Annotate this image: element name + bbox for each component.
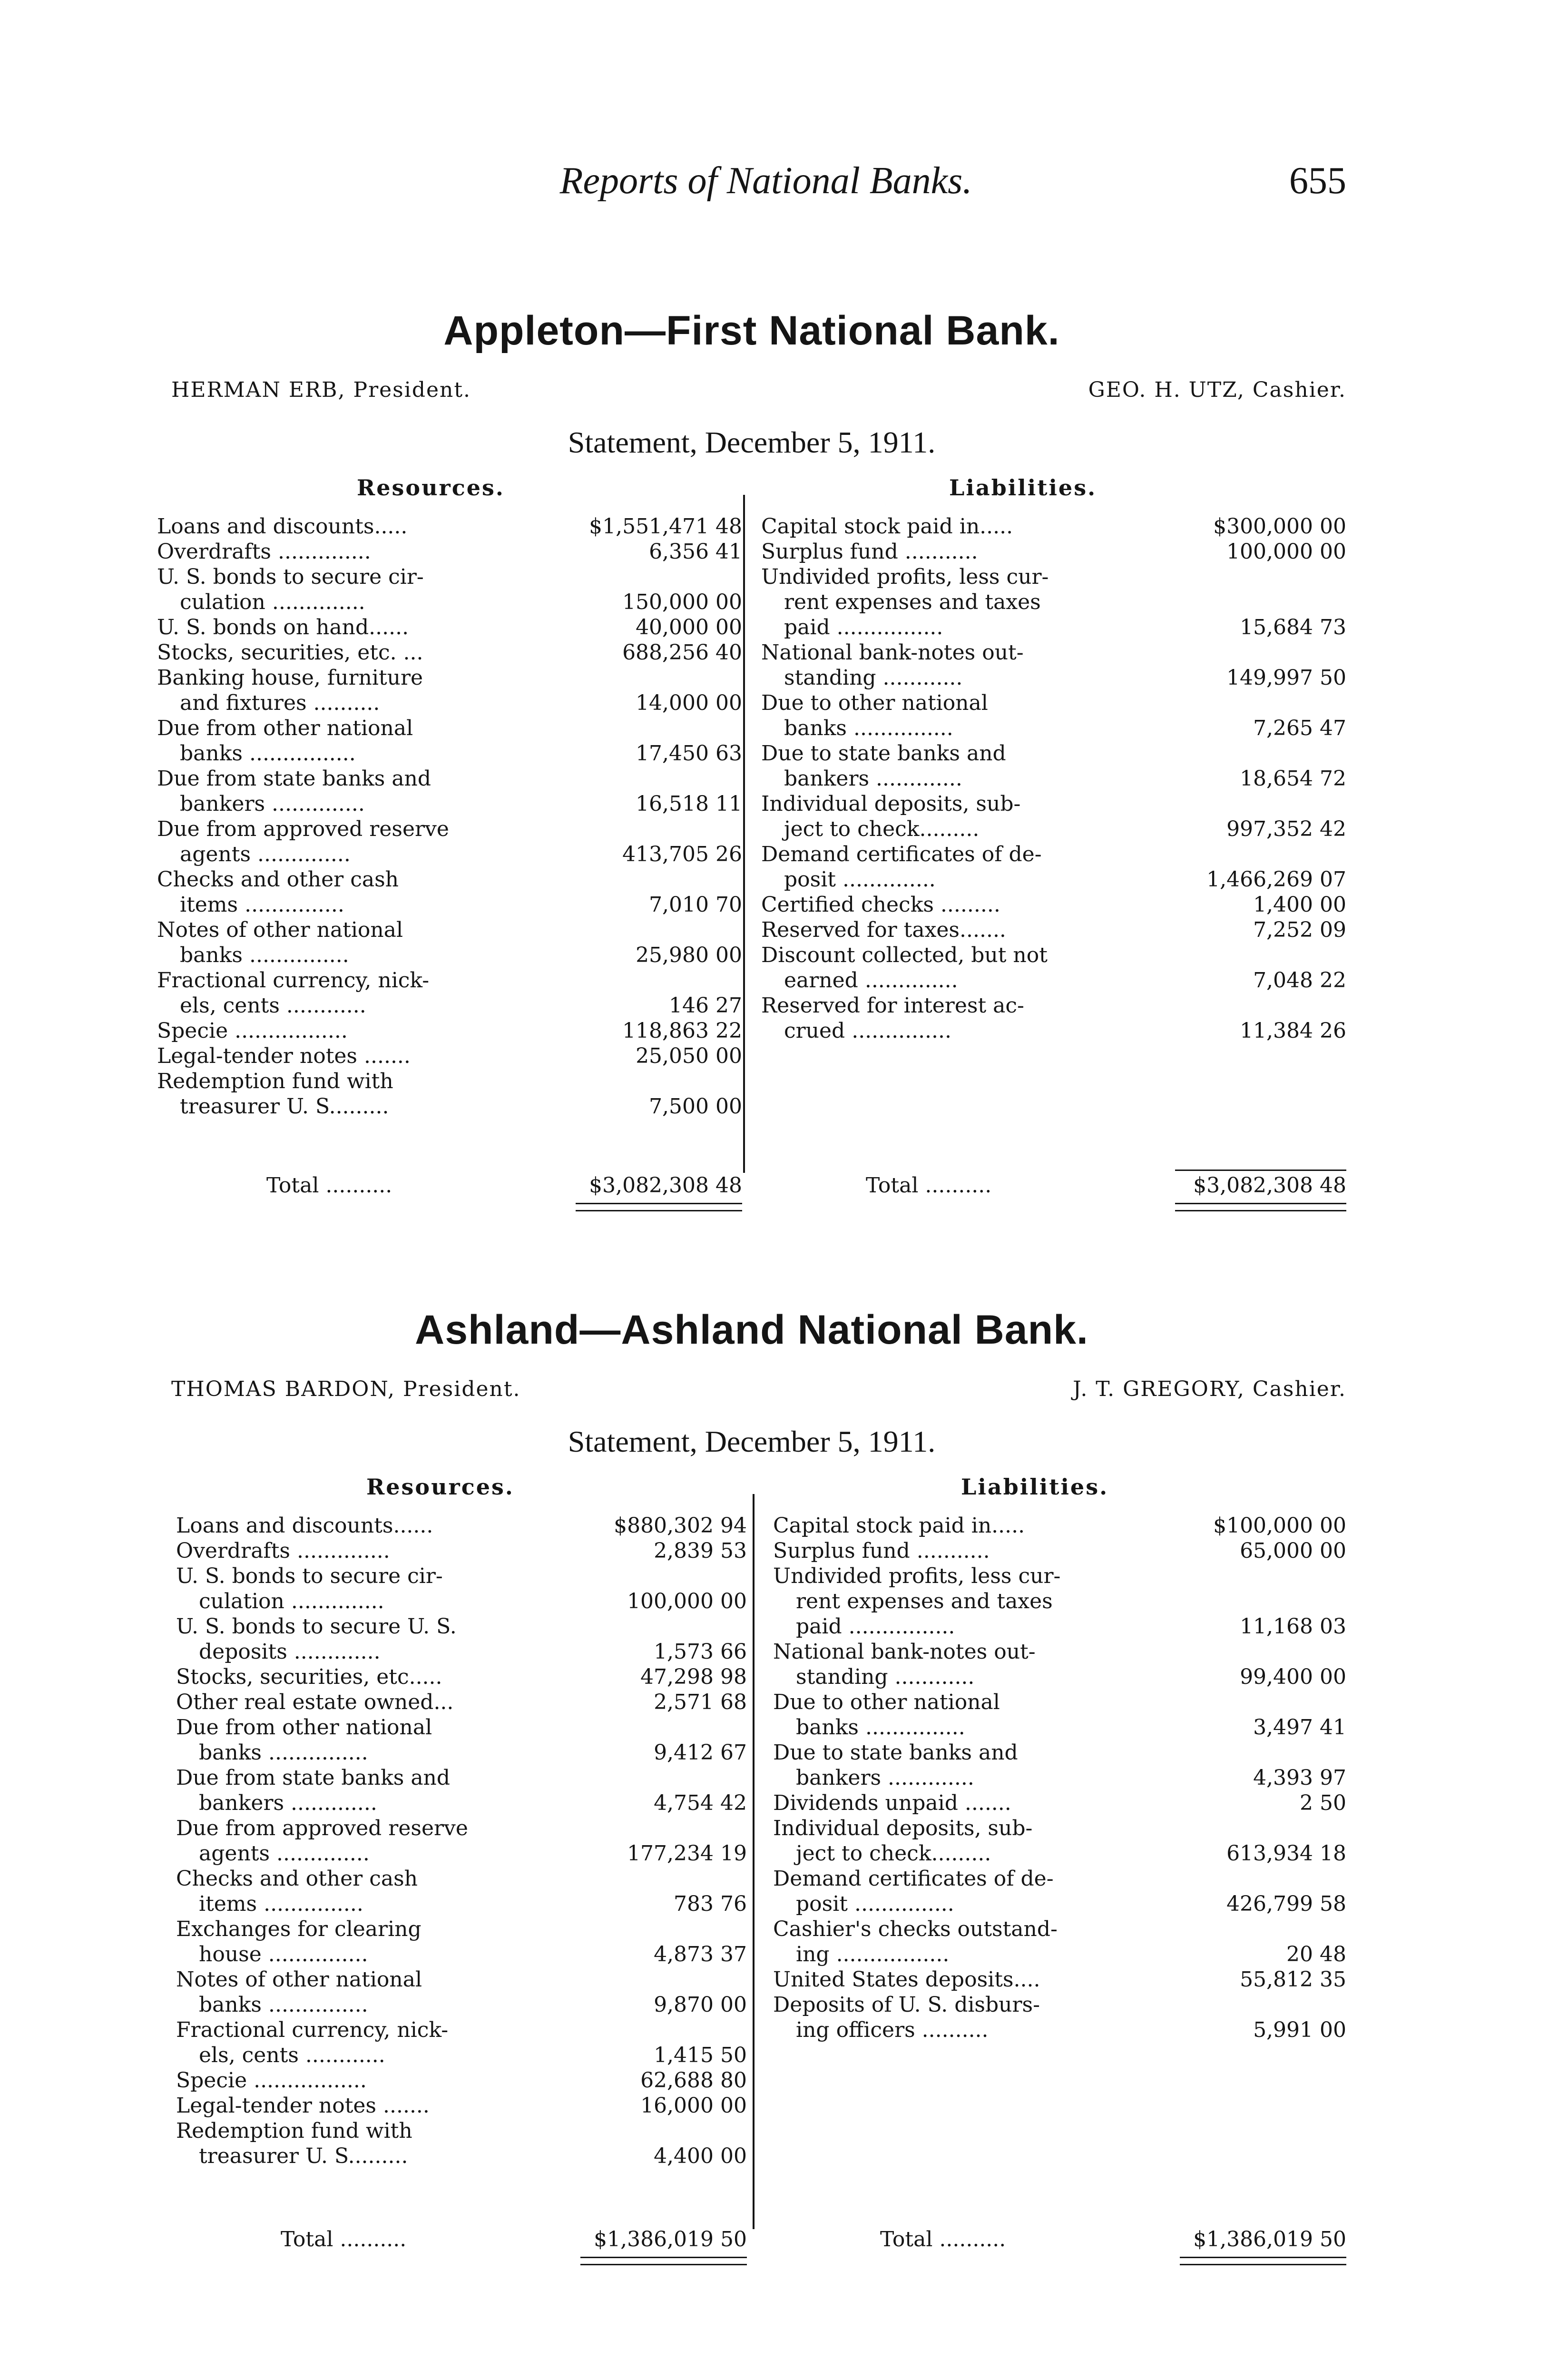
running-header (0, 157, 1568, 214)
line-amount: 7,048 22 (1253, 968, 1346, 993)
line-amount: $300,000 00 (1213, 514, 1346, 539)
resource-line (157, 590, 742, 615)
line-label: bankers ............. (199, 1791, 377, 1815)
liability-line (773, 1614, 1346, 1639)
line-label: Specie ................. (157, 1019, 348, 1043)
line-label: banks ............... (784, 716, 953, 740)
line-label: Fractional currency, nick- (157, 968, 430, 993)
line-amount: 1,400 00 (1253, 893, 1346, 917)
line-amount: 146 27 (669, 993, 742, 1018)
liability-line (773, 1917, 1346, 1942)
line-label: U. S. bonds on hand...... (157, 615, 409, 639)
line-amount: 783 76 (674, 1892, 747, 1916)
line-label: Notes of other national (157, 918, 403, 942)
liabilities-heading: Liabilities. (961, 1474, 1109, 1500)
line-amount: 4,400 00 (654, 2144, 747, 2168)
liability-line (761, 741, 1346, 766)
bank-cashier: GEO. H. UTZ, Cashier. (1088, 378, 1346, 402)
line-amount: 11,168 03 (1240, 1614, 1346, 1639)
liability-line (761, 590, 1346, 615)
line-amount: 688,256 40 (622, 640, 742, 665)
line-amount: 62,688 80 (640, 2068, 747, 2093)
line-label: Specie ................. (176, 2068, 367, 2093)
line-amount: 426,799 58 (1226, 1892, 1346, 1916)
line-label: Banking house, furniture (157, 666, 423, 690)
resource-line (176, 1589, 747, 1614)
resource-line (157, 665, 742, 690)
line-label: bankers ............. (784, 767, 962, 791)
liability-line (773, 2017, 1346, 2043)
line-label: Due to other national (773, 1690, 1000, 1714)
page-number: 655 (1289, 160, 1346, 202)
resource-line (176, 2043, 747, 2068)
line-label: Surplus fund ........... (761, 540, 978, 564)
liability-line (773, 1538, 1346, 1563)
line-label: Cashier's checks outstand- (773, 1917, 1058, 1941)
resource-line (157, 993, 742, 1018)
resource-line (157, 766, 742, 791)
line-label: items ............... (180, 893, 344, 917)
resource-line (176, 1891, 747, 1917)
liability-line (761, 615, 1346, 640)
line-label: National bank-notes out- (761, 640, 1024, 665)
line-label: Due to other national (761, 691, 988, 715)
line-amount: 47,298 98 (640, 1665, 747, 1689)
liability-line (773, 1715, 1346, 1740)
line-label: Reserved for taxes....... (761, 918, 1006, 942)
liability-line (773, 1664, 1346, 1690)
line-amount: $1,551,471 48 (589, 514, 742, 539)
line-label: Capital stock paid in..... (773, 1514, 1025, 1538)
line-label: rent expenses and taxes (784, 590, 1041, 614)
line-label: Loans and discounts..... (157, 514, 408, 539)
resources-column (157, 514, 742, 1119)
resource-line (157, 842, 742, 867)
line-amount: 6,356 41 (649, 540, 742, 564)
line-amount: 3,497 41 (1253, 1715, 1346, 1740)
line-label: crued ............... (784, 1019, 951, 1043)
bank-statement-ashland (157, 1304, 1346, 2379)
resource-line (176, 1740, 747, 1765)
liability-line (773, 1841, 1346, 1866)
resource-line (157, 615, 742, 640)
line-label: Overdrafts .............. (157, 540, 371, 564)
line-label: Undivided profits, less cur- (773, 1564, 1061, 1588)
resource-line (157, 816, 742, 842)
bank-cashier: J. T. GREGORY, Cashier. (1073, 1377, 1346, 1401)
liability-line (761, 867, 1346, 892)
line-amount: 65,000 00 (1240, 1539, 1346, 1563)
line-amount: 40,000 00 (636, 615, 742, 639)
line-label: banks ............... (199, 1993, 368, 2017)
resources-total-label: Total .......... (266, 1173, 392, 1198)
resource-line (176, 2118, 747, 2143)
line-label: Legal-tender notes ....... (176, 2094, 430, 2118)
resource-line (176, 1866, 747, 1891)
line-amount: 4,873 37 (654, 1942, 747, 1966)
resources-total: $1,386,019 50 (594, 2227, 747, 2251)
line-label: ject to check......... (796, 1841, 991, 1866)
liability-line (761, 842, 1346, 867)
resource-line (157, 791, 742, 816)
line-amount: 1,466,269 07 (1206, 867, 1346, 892)
liability-line (773, 1816, 1346, 1841)
liability-line (773, 1790, 1346, 1816)
line-label: Individual deposits, sub- (761, 792, 1021, 816)
line-amount: 20 48 (1286, 1942, 1346, 1966)
bank-title: Ashland—Ashland National Bank. (415, 1307, 1088, 1353)
line-amount: 100,000 00 (1226, 540, 1346, 564)
resource-line (176, 1816, 747, 1841)
resource-line (157, 564, 742, 590)
line-amount: 9,412 67 (654, 1740, 747, 1765)
line-amount: 25,980 00 (636, 943, 742, 967)
resource-line (157, 867, 742, 892)
line-amount: 118,863 22 (622, 1019, 742, 1043)
total-rule (1180, 2257, 1346, 2265)
line-label: Due to state banks and (761, 741, 1006, 766)
resource-line (157, 741, 742, 766)
liability-line (773, 1891, 1346, 1917)
resource-line (157, 968, 742, 993)
line-amount: 613,934 18 (1226, 1841, 1346, 1866)
liabilities-column (773, 1513, 1346, 2043)
resource-line (176, 1790, 747, 1816)
line-amount: 413,705 26 (622, 842, 742, 866)
line-label: National bank-notes out- (773, 1640, 1036, 1664)
line-amount: 17,450 63 (636, 741, 742, 766)
line-label: banks ............... (796, 1715, 965, 1740)
line-label: banks ............... (180, 943, 349, 967)
liability-line (761, 539, 1346, 564)
resource-line (176, 1715, 747, 1740)
subtotal-rule (1175, 1170, 1346, 1171)
liability-line (761, 690, 1346, 716)
resource-line (157, 539, 742, 564)
liability-line (761, 892, 1346, 917)
line-label: Dividends unpaid ....... (773, 1791, 1011, 1815)
line-label: culation .............. (199, 1589, 384, 1613)
total-rule (580, 2257, 747, 2265)
line-amount: 11,384 26 (1240, 1019, 1346, 1043)
line-label: Redemption fund with (157, 1069, 393, 1093)
line-label: U. S. bonds to secure cir- (157, 565, 424, 589)
liability-line (773, 1866, 1346, 1891)
line-label: Stocks, securities, etc. ... (157, 640, 423, 665)
liability-line (773, 1740, 1346, 1765)
line-label: posit .............. (784, 867, 936, 892)
resource-line (176, 2093, 747, 2118)
liability-line (773, 1589, 1346, 1614)
resource-line (157, 514, 742, 539)
running-title: Reports of National Banks. (559, 160, 972, 202)
line-label: paid ................ (796, 1614, 955, 1639)
line-label: agents .............. (180, 842, 351, 866)
liability-line (773, 1992, 1346, 2017)
line-label: Certified checks ......... (761, 893, 1000, 917)
liability-line (773, 1513, 1346, 1538)
liability-line (761, 640, 1346, 665)
resource-line (157, 917, 742, 943)
line-label: Surplus fund ........... (773, 1539, 990, 1563)
liabilities-total-label: Total .......... (880, 2227, 1006, 2251)
line-label: Capital stock paid in..... (761, 514, 1013, 539)
line-amount: 1,573 66 (654, 1640, 747, 1664)
line-label: United States deposits.... (773, 1967, 1040, 1992)
line-amount: 18,654 72 (1240, 767, 1346, 791)
line-label: Checks and other cash (157, 867, 399, 892)
line-amount: 150,000 00 (622, 590, 742, 614)
resource-line (157, 690, 742, 716)
line-label: posit ............... (796, 1892, 954, 1916)
line-amount: 2,839 53 (654, 1539, 747, 1563)
liabilities-heading: Liabilities. (949, 475, 1097, 501)
line-label: Deposits of U. S. disburs- (773, 1993, 1040, 2017)
line-label: Due from state banks and (157, 767, 431, 791)
resource-line (157, 716, 742, 741)
line-label: Undivided profits, less cur- (761, 565, 1049, 589)
line-label: Due from approved reserve (176, 1816, 468, 1840)
resource-line (176, 1765, 747, 1790)
line-label: treasurer U. S......... (199, 2144, 408, 2168)
bank-title: Appleton—First National Bank. (443, 308, 1060, 354)
resource-line (157, 892, 742, 917)
resource-line (176, 2143, 747, 2169)
line-label: Due from approved reserve (157, 817, 449, 841)
statement-date: Statement, December 5, 1911. (568, 425, 936, 459)
liability-line (773, 1639, 1346, 1664)
line-amount: $880,302 94 (614, 1514, 747, 1538)
line-amount: 2,571 68 (654, 1690, 747, 1714)
line-label: Notes of other national (176, 1967, 422, 1992)
line-label: standing ............ (784, 666, 963, 690)
resources-total: $3,082,308 48 (589, 1173, 742, 1198)
line-label: Checks and other cash (176, 1867, 418, 1891)
bank-president: HERMAN ERB, President. (171, 378, 471, 402)
statement-date: Statement, December 5, 1911. (568, 1425, 936, 1458)
liabilities-column (761, 514, 1346, 1043)
line-label: rent expenses and taxes (796, 1589, 1053, 1613)
line-amount: 100,000 00 (627, 1589, 747, 1613)
line-label: bankers .............. (180, 792, 365, 816)
line-label: Due from other national (176, 1715, 432, 1740)
liability-line (773, 1942, 1346, 1967)
line-label: bankers ............. (796, 1766, 974, 1790)
liability-line (773, 1563, 1346, 1589)
total-rule (1175, 1203, 1346, 1211)
liability-line (773, 1967, 1346, 1992)
resource-line (176, 1639, 747, 1664)
resource-line (176, 1690, 747, 1715)
line-amount: 5,991 00 (1253, 2018, 1346, 2042)
line-label: Loans and discounts...... (176, 1514, 433, 1538)
liability-line (761, 564, 1346, 590)
resources-heading: Resources. (366, 1474, 514, 1500)
line-label: standing ............ (796, 1665, 975, 1689)
line-label: Redemption fund with (176, 2119, 412, 2143)
line-label: els, cents ............ (180, 993, 366, 1018)
total-rule (576, 1203, 742, 1211)
liability-line (761, 943, 1346, 968)
line-label: Other real estate owned... (176, 1690, 454, 1714)
resource-line (157, 640, 742, 665)
line-amount: 997,352 42 (1226, 817, 1346, 841)
line-label: culation .............. (180, 590, 365, 614)
line-label: Stocks, securities, etc..... (176, 1665, 442, 1689)
resource-line (176, 1992, 747, 2017)
line-amount: 9,870 00 (654, 1993, 747, 2017)
line-label: Discount collected, but not (761, 943, 1048, 967)
resource-line (176, 1917, 747, 1942)
resource-line (157, 1094, 742, 1119)
line-amount: 7,500 00 (649, 1094, 742, 1119)
resource-line (157, 1043, 742, 1069)
line-amount: 14,000 00 (636, 691, 742, 715)
line-label: Reserved for interest ac- (761, 993, 1024, 1018)
resource-line (176, 1664, 747, 1690)
liability-line (773, 1765, 1346, 1790)
line-label: Due to state banks and (773, 1740, 1018, 1765)
liability-line (761, 917, 1346, 943)
line-label: Legal-tender notes ....... (157, 1044, 411, 1068)
resource-line (176, 1614, 747, 1639)
line-amount: 16,518 11 (636, 792, 742, 816)
line-label: ing ................. (796, 1942, 950, 1966)
resource-line (176, 2068, 747, 2093)
line-label: deposits ............. (199, 1640, 381, 1664)
line-amount: 149,997 50 (1226, 666, 1346, 690)
resource-line (176, 1538, 747, 1563)
line-label: treasurer U. S......... (180, 1094, 389, 1119)
resource-line (176, 1942, 747, 1967)
line-label: house ............... (199, 1942, 368, 1966)
resource-line (157, 943, 742, 968)
resources-heading: Resources. (357, 475, 505, 501)
line-amount: 55,812 35 (1240, 1967, 1346, 1992)
line-label: Exchanges for clearing (176, 1917, 421, 1941)
resource-line (176, 1513, 747, 1538)
resources-total-label: Total .......... (281, 2227, 407, 2251)
liabilities-total: $3,082,308 48 (1193, 1173, 1346, 1198)
line-label: items ............... (199, 1892, 363, 1916)
line-label: paid ................ (784, 615, 943, 639)
liability-line (761, 716, 1346, 741)
line-label: Fractional currency, nick- (176, 2018, 449, 2042)
line-label: Individual deposits, sub- (773, 1816, 1033, 1840)
liability-line (761, 993, 1346, 1018)
column-divider (743, 495, 745, 1173)
line-amount: 4,754 42 (654, 1791, 747, 1815)
liabilities-total-label: Total .......... (866, 1173, 992, 1198)
column-divider (753, 1494, 755, 2229)
bank-statement-appleton (157, 305, 1346, 1280)
line-label: U. S. bonds to secure U. S. (176, 1614, 457, 1639)
line-label: earned .............. (784, 968, 958, 993)
line-amount: 7,010 70 (649, 893, 742, 917)
liabilities-total: $1,386,019 50 (1193, 2227, 1346, 2251)
line-amount: 16,000 00 (640, 2094, 747, 2118)
line-label: Due from state banks and (176, 1766, 451, 1790)
resources-column (176, 1513, 747, 2169)
line-amount: 7,252 09 (1253, 918, 1346, 942)
line-amount: 7,265 47 (1253, 716, 1346, 740)
line-label: Due from other national (157, 716, 413, 740)
resource-line (157, 1069, 742, 1094)
line-amount: 1,415 50 (654, 2043, 747, 2067)
line-label: Demand certificates of de- (773, 1867, 1054, 1891)
line-label: U. S. bonds to secure cir- (176, 1564, 443, 1588)
liability-line (761, 665, 1346, 690)
liability-line (761, 968, 1346, 993)
line-label: ing officers .......... (796, 2018, 989, 2042)
line-amount: 2 50 (1300, 1791, 1346, 1815)
liability-line (761, 791, 1346, 816)
resource-line (157, 1018, 742, 1043)
liability-line (761, 1018, 1346, 1043)
liability-line (761, 514, 1346, 539)
line-label: agents .............. (199, 1841, 370, 1866)
resource-line (176, 1841, 747, 1866)
bank-president: THOMAS BARDON, President. (171, 1377, 521, 1401)
line-label: Demand certificates of de- (761, 842, 1042, 866)
line-amount: 4,393 97 (1253, 1766, 1346, 1790)
line-label: banks ............... (199, 1740, 368, 1765)
liability-line (761, 766, 1346, 791)
line-label: and fixtures .......... (180, 691, 380, 715)
line-label: ject to check......... (784, 817, 980, 841)
line-amount: 25,050 00 (636, 1044, 742, 1068)
liability-line (761, 816, 1346, 842)
resource-line (176, 2017, 747, 2043)
line-amount: $100,000 00 (1213, 1514, 1346, 1538)
line-amount: 99,400 00 (1240, 1665, 1346, 1689)
line-label: els, cents ............ (199, 2043, 385, 2067)
line-label: Overdrafts .............. (176, 1539, 390, 1563)
liability-line (773, 1690, 1346, 1715)
resource-line (176, 1563, 747, 1589)
line-label: banks ................ (180, 741, 356, 766)
line-amount: 177,234 19 (627, 1841, 747, 1866)
line-amount: 15,684 73 (1240, 615, 1346, 639)
resource-line (176, 1967, 747, 1992)
